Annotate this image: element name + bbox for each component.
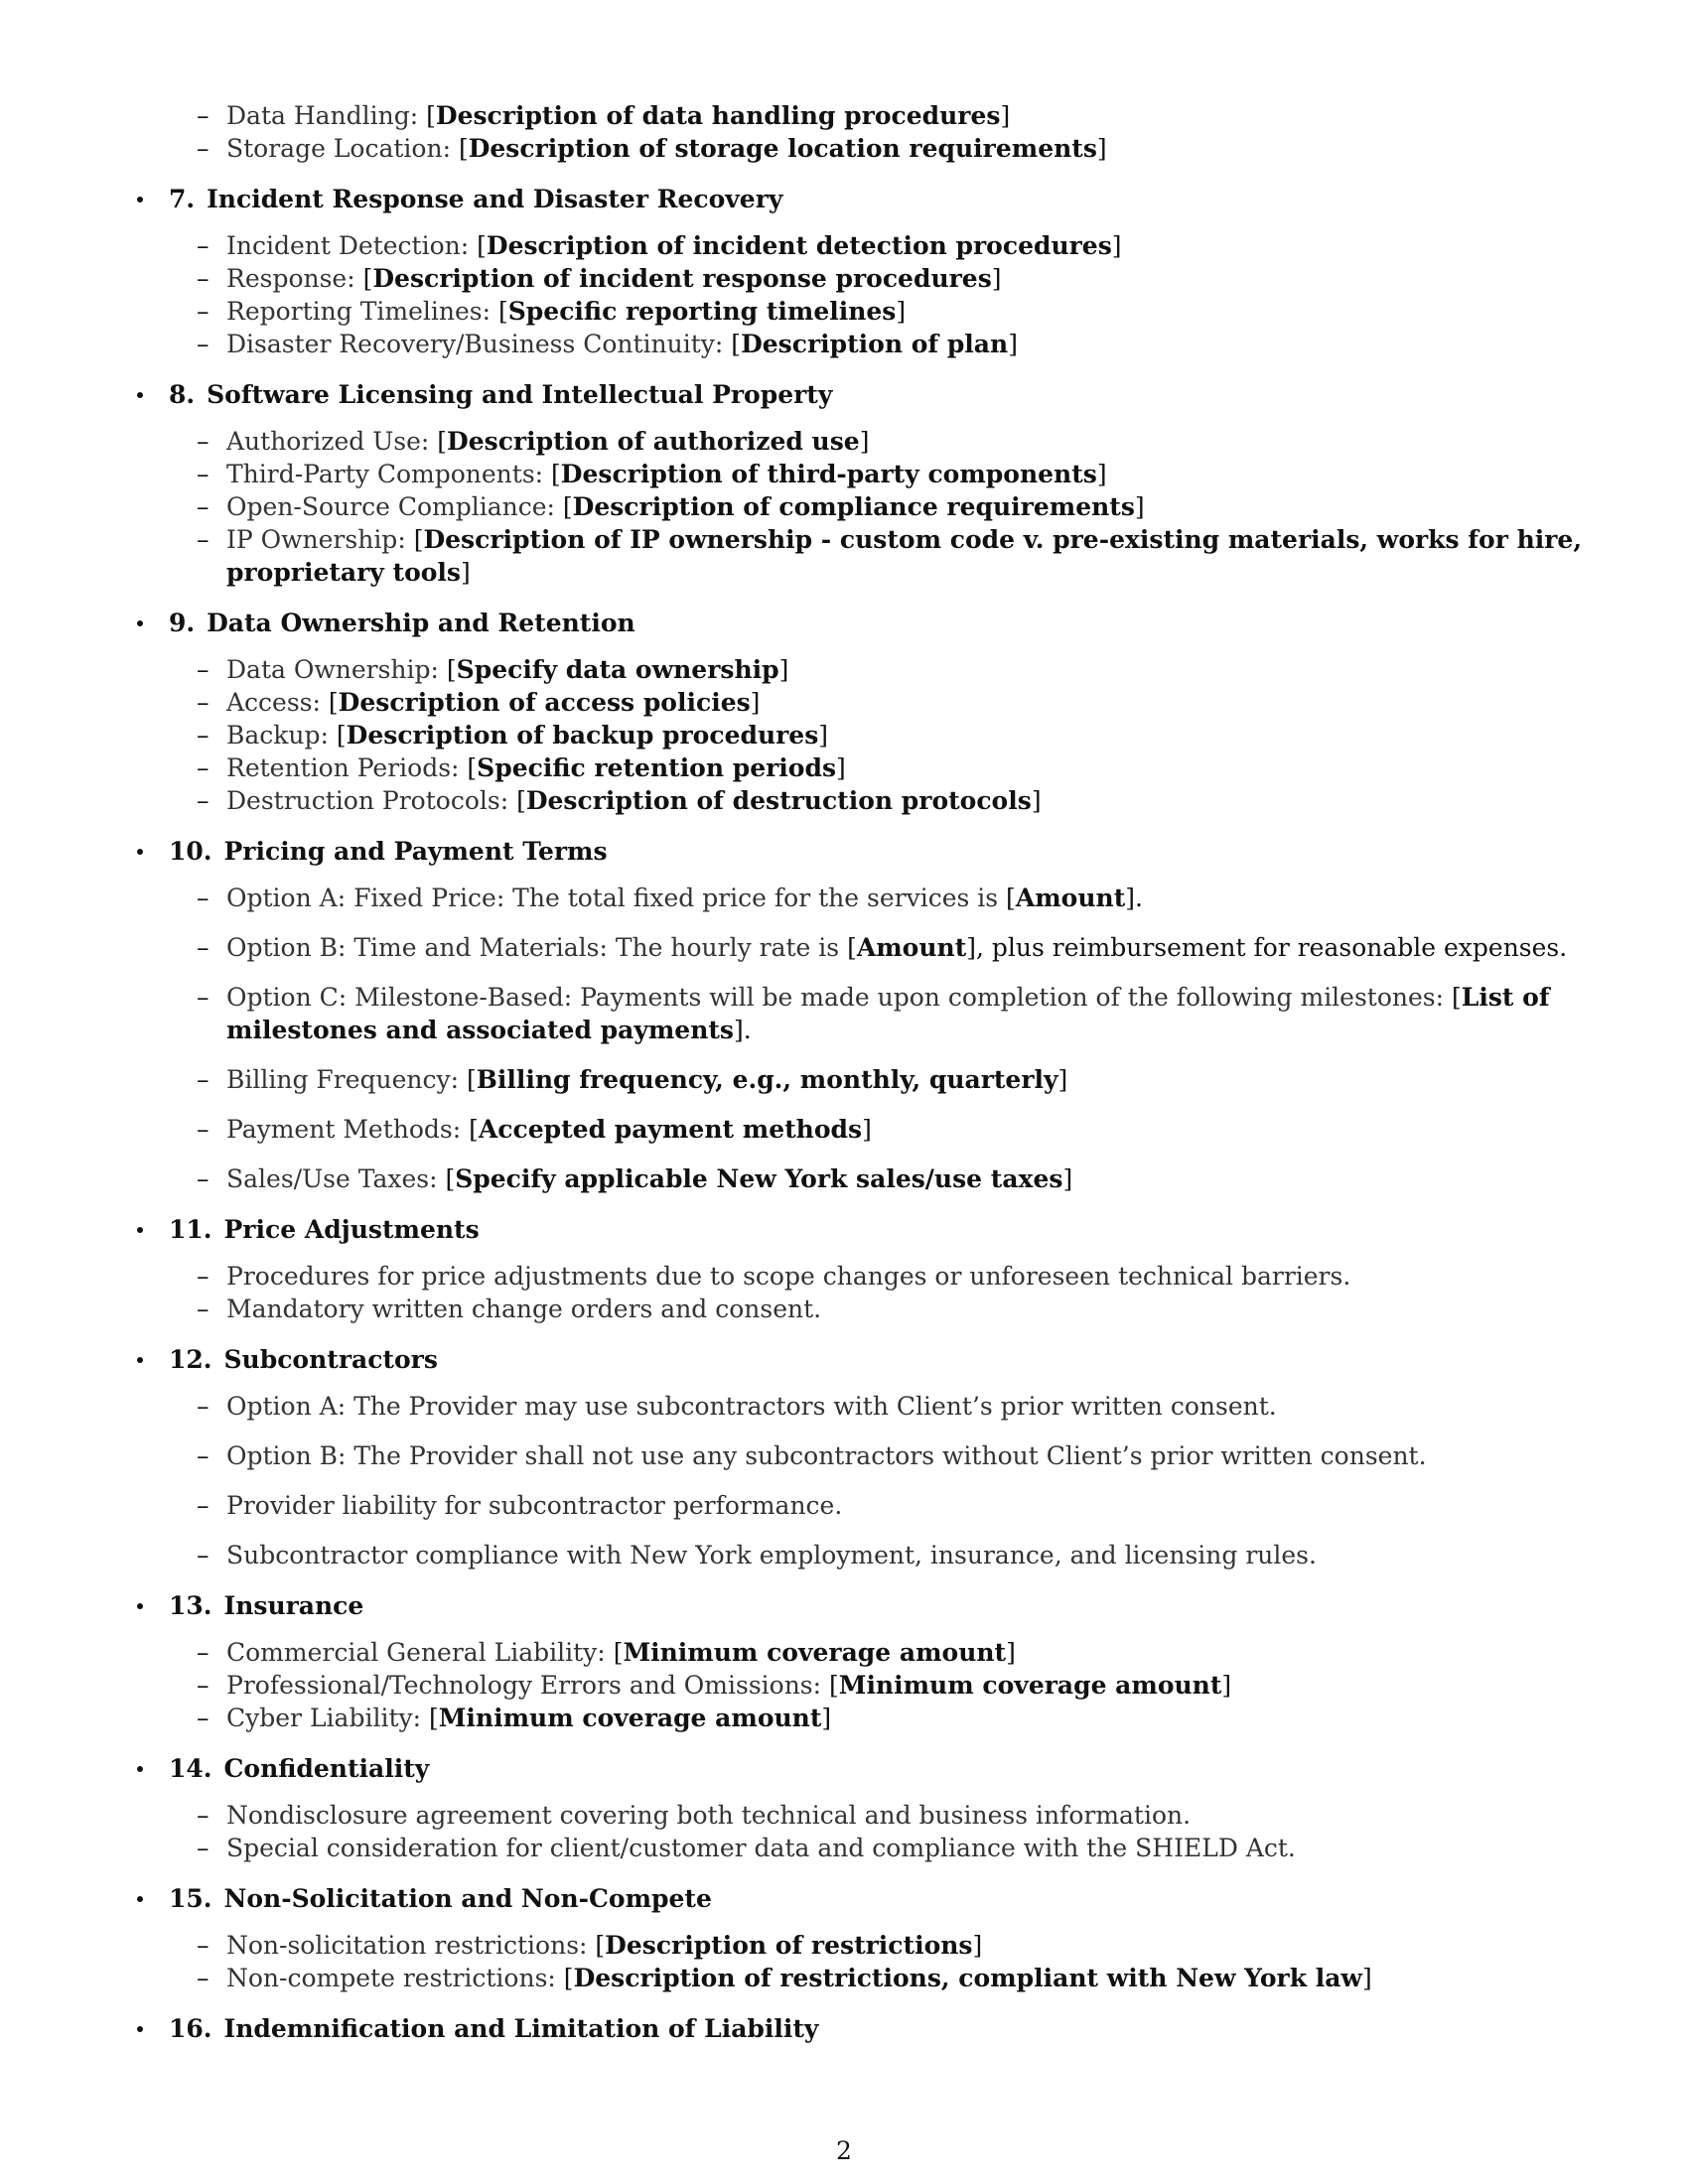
section-number: 9. [169,609,196,637]
dash-marker: – [197,297,210,326]
bullet-icon [137,1227,143,1233]
sub-item: – Response: [Description of incident response procedures] [197,264,1002,293]
section-number: 15. [169,1884,212,1913]
section-heading [129,1343,1589,1376]
item-label: Procedures for price adjustments due to scope changes or unforeseen technical barriers. [226,1262,1351,1291]
item-label: Data Ownership: [226,655,447,684]
section-subitems [197,882,1589,1195]
sub-item: – Backup: [Description of backup procedures] [197,721,829,750]
sub-item: – Non-compete restrictions: [Description of restrictions, compliant with New York law] [197,1964,1372,1992]
item-label: Provider liability for subcontractor performance. [226,1491,843,1520]
item-placeholder: Minimum coverage amount [623,1638,1007,1667]
item-placeholder: Specific retention periods [477,753,837,782]
dash-marker: – [197,264,210,293]
dash-marker: – [197,1392,210,1421]
item-placeholder: Description of incident response procedures [372,264,992,293]
sub-item: – Option A: Fixed Price: The total fixed price for the services is [Amount]. [197,884,1143,912]
item-label: Payment Methods: [226,1115,470,1144]
dash-marker: – [197,1704,210,1732]
section [129,183,1589,360]
section-number: 12. [169,1345,212,1374]
dash-marker: – [197,1441,210,1470]
sub-item: – Payment Methods: [Accepted payment methods] [197,1115,872,1144]
sub-item: – Non-solicitation restrictions: [Description of restrictions] [197,1931,983,1960]
item-placeholder: Description of authorized use [447,427,860,456]
section-title: Incident Response and Disaster Recovery [207,185,783,213]
item-placeholder: Specific reporting timelines [507,297,897,326]
section-subitems [197,425,1589,589]
sub-item [197,1539,1589,1571]
section-title: Data Ownership and Retention [207,609,635,637]
item-placeholder: Minimum coverage amount [438,1704,822,1732]
section-number: 14. [169,1754,212,1783]
item-label: Reporting Timelines: [226,297,498,326]
item-label: Access: [226,688,329,717]
sub-item: – Reporting Timelines: [Specific reporting timelines] [197,297,907,326]
section [129,2012,1589,2045]
dash-marker: – [197,1491,210,1520]
section [129,607,1589,817]
section-title: Price Adjustments [223,1215,480,1244]
section-number: 8. [169,380,196,409]
item-placeholder: Specify data ownership [456,655,779,684]
bullet-icon [137,392,143,398]
dash-marker: – [197,1115,210,1144]
dash-marker: – [197,1295,210,1323]
bullet-icon [137,1896,143,1902]
sub-item: – Sales/Use Taxes: [Specify applicable New York sales/use taxes] [197,1164,1073,1193]
sub-item: – Professional/Technology Errors and Omissions: [Minimum coverage amount] [197,1671,1232,1700]
item-suffix: , plus reimbursement for reasonable expenses. [976,933,1568,962]
dash-marker: – [197,460,210,488]
item-placeholder: Description of incident detection procedures [486,231,1112,260]
item-placeholder: Description of backup procedures [346,721,819,750]
item-label: Open-Source Compliance: [226,492,563,521]
bullet-icon [137,1603,143,1609]
section-heading [129,378,1589,411]
dash-marker: – [197,1262,210,1291]
sub-item [197,1293,1589,1325]
bullet-icon [137,2026,143,2032]
dash-marker: – [197,1164,210,1193]
item-label: Sales/Use Taxes: [226,1164,446,1193]
continued-subitems [197,99,1589,165]
section-title: Software Licensing and Intellectual Property [207,380,833,409]
section-heading [129,183,1589,215]
section-heading [129,1752,1589,1785]
item-placeholder: Specify applicable New York sales/use taxes [455,1164,1063,1193]
sub-item [197,1390,1589,1423]
item-placeholder: Description of IP ownership - custom code v. pre-existing materials, works for hire, proprietary tools [226,525,1583,587]
sub-item: – Cyber Liability: [Minimum coverage amount] [197,1704,832,1732]
section-subitems [197,1636,1589,1734]
item-placeholder: Amount [1015,884,1126,912]
section-number: 11. [169,1215,212,1244]
item-placeholder: Minimum coverage amount [838,1671,1222,1700]
document-page [129,99,1589,2063]
section [129,378,1589,589]
section-list [129,183,1589,2045]
item-label: Non-compete restrictions: [226,1964,564,1992]
item-placeholder: List of milestones and associated payments [226,983,1550,1044]
sub-item [197,1799,1589,1832]
item-label: Option B: The Provider shall not use any subcontractors without Client’s prior written consent. [226,1441,1427,1470]
dash-marker: – [197,1541,210,1570]
section-subitems [197,1390,1589,1571]
section-number: 10. [169,837,212,866]
item-label: Authorized Use: [226,427,438,456]
item-label: Professional/Technology Errors and Omissions: [226,1671,829,1700]
item-placeholder: Description of plan [741,330,1009,358]
item-label: Cyber Liability: [226,1704,429,1732]
item-placeholder: Description of restrictions, compliant with New York law [573,1964,1362,1992]
section-title: Non-Solicitation and Non-Compete [223,1884,712,1913]
sub-item: – Data Ownership: [Specify data ownership] [197,655,789,684]
bullet-icon [137,1357,143,1363]
item-label: Incident Detection: [226,231,478,260]
dash-marker: – [197,134,210,163]
item-placeholder: Description of restrictions [605,1931,973,1960]
sub-item: – Authorized Use: [Description of authorized use] [197,427,870,456]
dash-marker: – [197,492,210,521]
sub-item: – Commercial General Liability: [Minimum coverage amount] [197,1638,1016,1667]
dash-marker: – [197,1801,210,1830]
dash-marker: – [197,753,210,782]
dash-marker: – [197,1638,210,1667]
section-number: 7. [169,185,196,213]
section-subitems [197,1799,1589,1864]
bullet-icon [137,849,143,855]
sub-item: – Option C: Milestone-Based: Payments will be made upon completion of the following milestones: [List of milestones and associated payments]. [197,983,1550,1044]
item-label: Option C: Milestone-Based: Payments will be made upon completion of the following milestones: [226,983,1452,1012]
section-title: Subcontractors [223,1345,438,1374]
section-heading [129,1589,1589,1622]
sub-item: – Billing Frequency: [Billing frequency, e.g., monthly, quarterly] [197,1065,1068,1094]
item-placeholder: Description of storage location requirements [468,134,1097,163]
item-suffix: . [1135,884,1143,912]
section [129,835,1589,1195]
dash-marker: – [197,721,210,750]
dash-marker: – [197,1834,210,1862]
item-label: Option B: Time and Materials: The hourly rate is [226,933,848,962]
item-label: Special consideration for client/customer data and compliance with the SHIELD Act. [226,1834,1296,1862]
dash-marker: – [197,1964,210,1992]
dash-marker: – [197,525,210,554]
sub-item: – Disaster Recovery/Business Continuity: [Description of plan] [197,330,1018,358]
sub-item: – Option B: Time and Materials: The hourly rate is [Amount], plus reimbursement for reasonable expenses. [197,933,1568,962]
sub-item [197,1832,1589,1864]
section-title: Insurance [223,1591,364,1620]
sub-item: – Storage Location: [Description of storage location requirements] [197,134,1107,163]
item-label: Destruction Protocols: [226,786,517,815]
section-heading [129,1882,1589,1915]
item-label: Billing Frequency: [226,1065,467,1094]
item-placeholder: Description of access policies [338,688,751,717]
section-heading [129,2012,1589,2045]
bullet-icon [137,197,143,203]
item-placeholder: Description of destruction protocols [525,786,1032,815]
item-label: Disaster Recovery/Business Continuity: [226,330,732,358]
item-label: Option A: Fixed Price: The total fixed price for the services is [226,884,1007,912]
dash-marker: – [197,933,210,962]
section-title: Pricing and Payment Terms [223,837,608,866]
dash-marker: – [197,1931,210,1960]
continued-section [129,99,1589,165]
section-subitems [197,1929,1589,1994]
item-label: Subcontractor compliance with New York employment, insurance, and licensing rules. [226,1541,1317,1570]
section-number: 16. [169,2014,212,2043]
sub-item: – Open-Source Compliance: [Description of compliance requirements] [197,492,1145,521]
item-label: Commercial General Liability: [226,1638,614,1667]
dash-marker: – [197,983,210,1012]
sub-item [197,1439,1589,1472]
section-heading [129,607,1589,639]
section [129,1343,1589,1571]
sub-item: – Destruction Protocols: [Description of destruction protocols] [197,786,1042,815]
section-heading [129,835,1589,868]
section-heading [129,1213,1589,1246]
sub-item: – Access: [Description of access policies] [197,688,761,717]
sub-item: – Data Handling: [Description of data handling procedures] [197,101,1011,130]
sub-item: – Incident Detection: [Description of incident detection procedures] [197,231,1122,260]
section [129,1213,1589,1325]
dash-marker: – [197,427,210,456]
item-label: Option A: The Provider may use subcontractors with Client’s prior written consent. [226,1392,1277,1421]
dash-marker: – [197,688,210,717]
dash-marker: – [197,330,210,358]
dash-marker: – [197,655,210,684]
section [129,1882,1589,1994]
sub-item: – Retention Periods: [Specific retention periods] [197,753,846,782]
item-label: Mandatory written change orders and consent. [226,1295,822,1323]
section [129,1752,1589,1864]
item-label: Storage Location: [226,134,459,163]
item-suffix: . [743,1016,752,1044]
item-label: Data Handling: [226,101,427,130]
sub-item: – Third-Party Components: [Description of third-party components] [197,460,1107,488]
bullet-icon [137,620,143,626]
item-label: Non-solicitation restrictions: [226,1931,596,1960]
item-label: Retention Periods: [226,753,468,782]
item-placeholder: Description of data handling procedures [435,101,1001,130]
page-number: 2 [836,2136,852,2165]
item-label: Response: [226,264,363,293]
section-number: 13. [169,1591,212,1620]
item-placeholder: Description of compliance requirements [572,492,1135,521]
bullet-icon [137,1766,143,1772]
sub-item: – IP Ownership: [Description of IP ownership - custom code v. pre-existing materials, works for hire, proprietary tools] [197,525,1583,587]
item-label: Backup: [226,721,337,750]
dash-marker: – [197,231,210,260]
section-subitems [197,1260,1589,1325]
dash-marker: – [197,101,210,130]
section-title: Indemnification and Limitation of Liability [223,2014,819,2043]
item-label: IP Ownership: [226,525,414,554]
section [129,1589,1589,1734]
item-label: Third-Party Components: [226,460,552,488]
item-placeholder: Description of third-party components [560,460,1097,488]
sub-item [197,1260,1589,1293]
section-subitems [197,653,1589,817]
section-subitems [197,229,1589,360]
dash-marker: – [197,786,210,815]
dash-marker: – [197,1671,210,1700]
section-title: Confidentiality [223,1754,430,1783]
dash-marker: – [197,1065,210,1094]
sub-item [197,1489,1589,1522]
item-placeholder: Billing frequency, e.g., monthly, quarterly [476,1065,1058,1094]
item-placeholder: Amount [856,933,967,962]
dash-marker: – [197,884,210,912]
item-placeholder: Accepted payment methods [478,1115,863,1144]
item-label: Nondisclosure agreement covering both technical and business information. [226,1801,1192,1830]
